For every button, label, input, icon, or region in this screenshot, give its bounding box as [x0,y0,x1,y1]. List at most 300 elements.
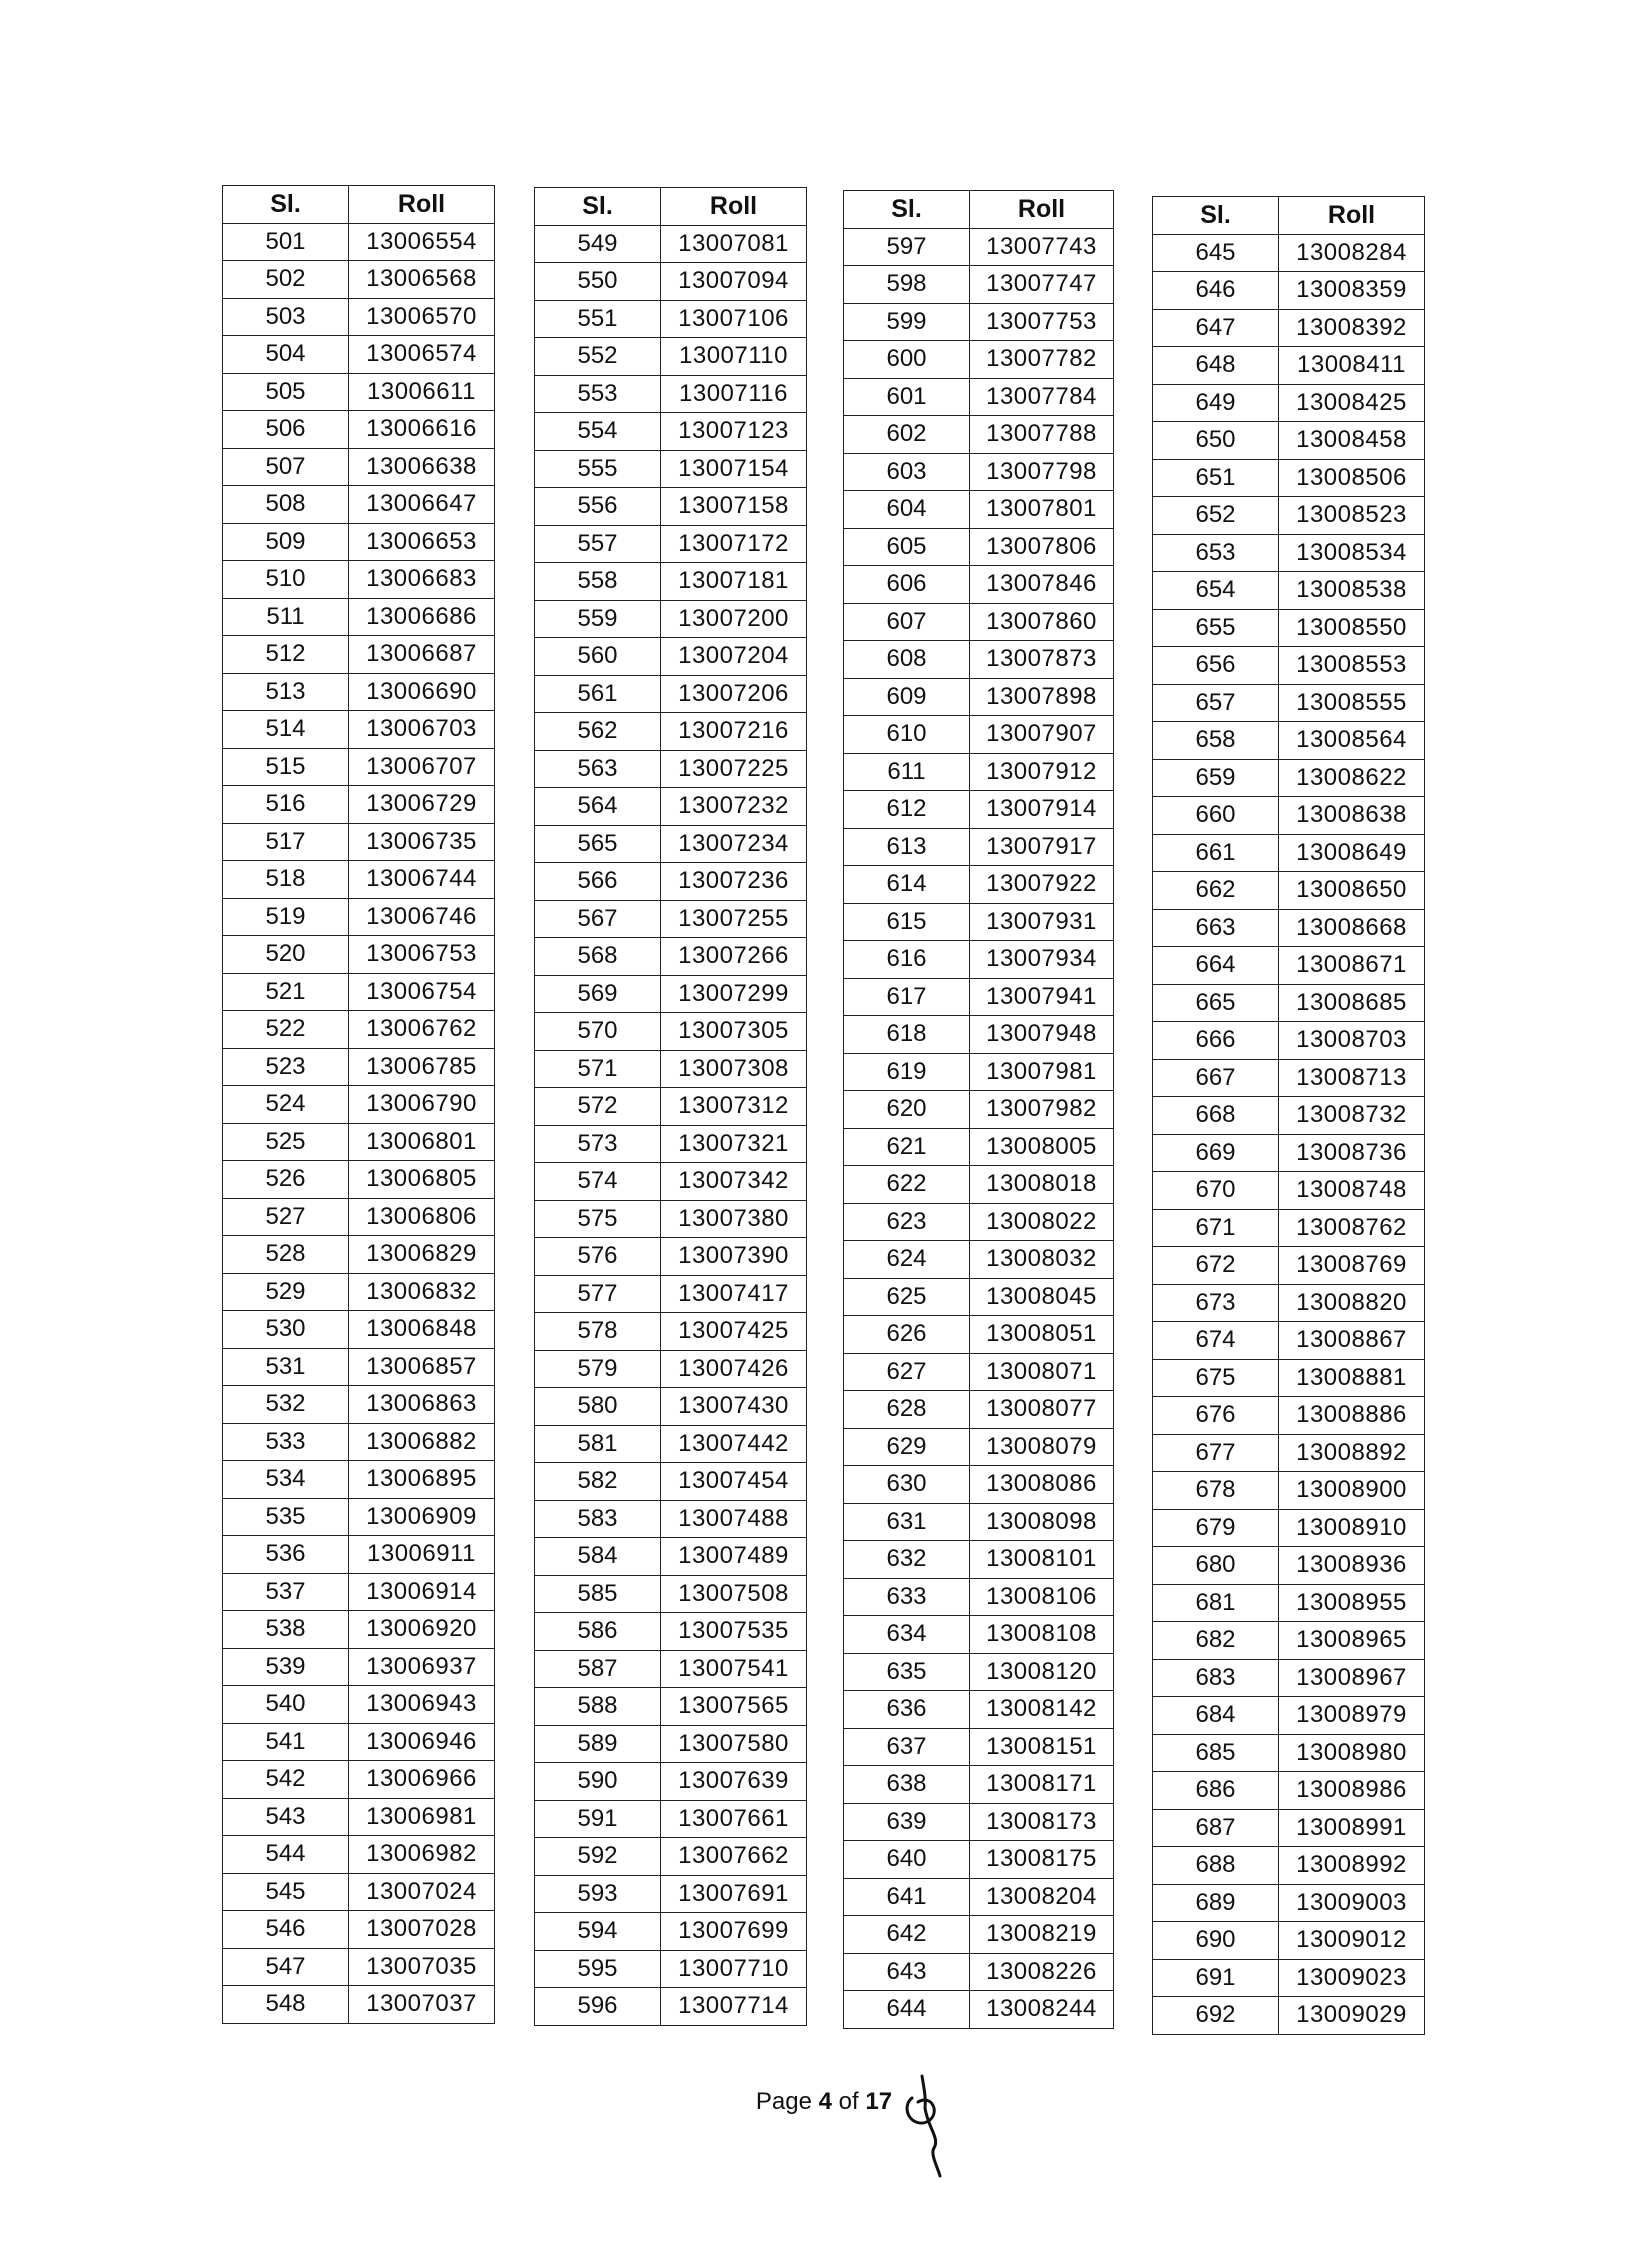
sl-cell: 640 [844,1841,970,1879]
sl-cell: 581 [535,1425,661,1463]
sl-cell: 690 [1153,1922,1279,1960]
table-row [844,1053,1114,1091]
table-row [535,413,807,451]
sl-cell: 543 [223,1798,349,1836]
sl-cell: 629 [844,1428,970,1466]
table-row [223,973,495,1011]
table-row [1153,759,1425,797]
table-row [223,1911,495,1949]
sl-cell: 618 [844,1016,970,1054]
sl-cell: 691 [1153,1959,1279,1997]
sl-cell: 686 [1153,1772,1279,1810]
roll-cell: 13008555 [1279,684,1425,722]
sl-cell: 565 [535,825,661,863]
roll-table-4 [1152,196,1425,2035]
table-row [1153,1172,1425,1210]
table-row [844,1353,1114,1391]
roll-cell: 13007661 [661,1800,807,1838]
table-row [223,1873,495,1911]
roll-cell: 13008032 [970,1241,1114,1279]
table-row [1153,1059,1425,1097]
table-row [1153,1022,1425,1060]
sl-cell: 684 [1153,1697,1279,1735]
table-row [223,486,495,524]
sl-cell: 657 [1153,684,1279,722]
header-roll: Roll [349,186,495,224]
table-row [1153,1284,1425,1322]
table-row [1153,422,1425,460]
roll-cell: 13007312 [661,1088,807,1126]
roll-cell: 13007255 [661,900,807,938]
roll-cell: 13007299 [661,975,807,1013]
sl-cell: 677 [1153,1434,1279,1472]
roll-cell: 13007225 [661,750,807,788]
table-row [535,1688,807,1726]
roll-cell: 13008638 [1279,797,1425,835]
table-row [1153,1247,1425,1285]
roll-cell: 13008151 [970,1728,1114,1766]
sl-cell: 605 [844,528,970,566]
roll-table-2 [534,187,807,2026]
roll-cell: 13008820 [1279,1284,1425,1322]
table-row [535,1125,807,1163]
sl-cell: 659 [1153,759,1279,797]
sl-cell: 519 [223,898,349,936]
roll-cell: 13007172 [661,525,807,563]
table-row [1153,947,1425,985]
roll-cell: 13007266 [661,938,807,976]
sl-cell: 658 [1153,722,1279,760]
table-row [535,900,807,938]
sl-cell: 588 [535,1688,661,1726]
sl-cell: 642 [844,1916,970,1954]
sl-cell: 511 [223,598,349,636]
roll-cell: 13007037 [349,1986,495,2024]
sl-cell: 685 [1153,1734,1279,1772]
table-row [535,1838,807,1876]
table-row [223,748,495,786]
sl-cell: 671 [1153,1209,1279,1247]
roll-cell: 13008219 [970,1916,1114,1954]
page-footer [0,2088,1648,2116]
sl-cell: 614 [844,866,970,904]
sl-cell: 681 [1153,1584,1279,1622]
table-row [535,1275,807,1313]
roll-cell: 13007912 [970,753,1114,791]
roll-cell: 13008284 [1279,234,1425,272]
sl-cell: 598 [844,266,970,304]
header-sl: Sl. [1153,197,1279,235]
roll-cell: 13008534 [1279,534,1425,572]
table-row [844,1728,1114,1766]
roll-cell: 13007907 [970,716,1114,754]
sl-cell: 579 [535,1350,661,1388]
sl-cell: 544 [223,1836,349,1874]
table-row [844,1878,1114,1916]
sl-cell: 651 [1153,459,1279,497]
sl-cell: 646 [1153,272,1279,310]
sl-cell: 560 [535,638,661,676]
roll-cell: 13008991 [1279,1809,1425,1847]
roll-cell: 13007801 [970,491,1114,529]
roll-cell: 13008051 [970,1316,1114,1354]
roll-cell: 13008101 [970,1541,1114,1579]
table-row [844,1953,1114,1991]
table-row [1153,1097,1425,1135]
table-row [223,598,495,636]
sl-cell: 597 [844,228,970,266]
roll-cell: 13006570 [349,298,495,336]
roll-cell: 13007782 [970,341,1114,379]
roll-cell: 13008910 [1279,1509,1425,1547]
roll-cell: 13008881 [1279,1359,1425,1397]
sl-cell: 586 [535,1613,661,1651]
roll-cell: 13008005 [970,1128,1114,1166]
sl-cell: 663 [1153,909,1279,947]
roll-cell: 13008992 [1279,1847,1425,1885]
roll-cell: 13006863 [349,1386,495,1424]
sl-cell: 655 [1153,609,1279,647]
sl-cell: 626 [844,1316,970,1354]
table-body [535,225,807,2025]
roll-cell: 13007158 [661,488,807,526]
sl-cell: 539 [223,1648,349,1686]
sl-cell: 513 [223,673,349,711]
sl-cell: 563 [535,750,661,788]
sl-cell: 628 [844,1391,970,1429]
table-row [1153,459,1425,497]
roll-cell: 13007454 [661,1463,807,1501]
sl-cell: 675 [1153,1359,1279,1397]
sl-cell: 633 [844,1578,970,1616]
sl-cell: 602 [844,416,970,454]
sl-cell: 522 [223,1011,349,1049]
table-row [535,675,807,713]
roll-cell: 13008458 [1279,422,1425,460]
roll-cell: 13007488 [661,1500,807,1538]
roll-cell: 13008762 [1279,1209,1425,1247]
sl-cell: 561 [535,675,661,713]
table-row [223,1686,495,1724]
roll-cell: 13007565 [661,1688,807,1726]
table-row [535,375,807,413]
sl-cell: 572 [535,1088,661,1126]
roll-cell: 13008892 [1279,1434,1425,1472]
roll-cell: 13006806 [349,1198,495,1236]
roll-cell: 13008900 [1279,1472,1425,1510]
table-row [223,898,495,936]
table-row [223,1386,495,1424]
table-row [223,1498,495,1536]
table-row [1153,984,1425,1022]
table-row [844,603,1114,641]
roll-cell: 13008359 [1279,272,1425,310]
roll-cell: 13006832 [349,1273,495,1311]
sl-cell: 613 [844,828,970,866]
sl-cell: 652 [1153,497,1279,535]
table-row [844,1428,1114,1466]
roll-cell: 13008671 [1279,947,1425,985]
sl-cell: 649 [1153,384,1279,422]
sl-cell: 612 [844,791,970,829]
sl-cell: 673 [1153,1284,1279,1322]
sl-cell: 623 [844,1203,970,1241]
roll-cell: 13007982 [970,1091,1114,1129]
roll-cell: 13008204 [970,1878,1114,1916]
table-row [535,1500,807,1538]
roll-cell: 13006914 [349,1573,495,1611]
table-row [1153,1322,1425,1360]
table-row [223,1798,495,1836]
roll-cell: 13006746 [349,898,495,936]
table-row [1153,1697,1425,1735]
roll-cell: 13008523 [1279,497,1425,535]
table-row [844,453,1114,491]
header-roll: Roll [1279,197,1425,235]
table-row [844,378,1114,416]
header-sl: Sl. [535,188,661,226]
sl-cell: 591 [535,1800,661,1838]
table-row [535,1950,807,1988]
roll-cell: 13007305 [661,1013,807,1051]
table-row [223,636,495,674]
table-row [1153,234,1425,272]
roll-cell: 13007535 [661,1613,807,1651]
sl-cell: 648 [1153,347,1279,385]
table-row [535,975,807,1013]
sl-cell: 611 [844,753,970,791]
sl-cell: 502 [223,261,349,299]
table-row [844,903,1114,941]
table-row [1153,1997,1425,2035]
sl-cell: 510 [223,561,349,599]
sl-cell: 568 [535,938,661,976]
roll-cell: 13007714 [661,1988,807,2026]
roll-cell: 13006647 [349,486,495,524]
sl-cell: 687 [1153,1809,1279,1847]
table-row [223,1273,495,1311]
sl-cell: 668 [1153,1097,1279,1135]
roll-cell: 13007430 [661,1388,807,1426]
sl-cell: 505 [223,373,349,411]
roll-cell: 13006753 [349,936,495,974]
header-roll: Roll [970,191,1114,229]
header-sl: Sl. [844,191,970,229]
table-row [223,1236,495,1274]
roll-cell: 13007204 [661,638,807,676]
roll-cell: 13007941 [970,978,1114,1016]
table-row [1153,384,1425,422]
table-row [1153,797,1425,835]
table-row [1153,1959,1425,1997]
sl-cell: 554 [535,413,661,451]
table-row [844,491,1114,529]
roll-cell: 13007425 [661,1313,807,1351]
table-row [844,1466,1114,1504]
table-row [223,411,495,449]
table-row [223,1311,495,1349]
roll-cell: 13008564 [1279,722,1425,760]
roll-cell: 13006895 [349,1461,495,1499]
sl-cell: 549 [535,225,661,263]
roll-cell: 13007948 [970,1016,1114,1054]
table-row [844,1091,1114,1129]
roll-cell: 13007216 [661,713,807,751]
table-row [535,1763,807,1801]
roll-cell: 13007898 [970,678,1114,716]
roll-cell: 13008244 [970,1991,1114,2029]
table-row [223,523,495,561]
roll-cell: 13006568 [349,261,495,299]
roll-cell: 13007321 [661,1125,807,1163]
table-row [1153,1472,1425,1510]
table-row [535,1350,807,1388]
table-row [535,1613,807,1651]
roll-cell: 13007380 [661,1200,807,1238]
roll-cell: 13008392 [1279,309,1425,347]
table-row [844,341,1114,379]
sl-cell: 525 [223,1123,349,1161]
table-row [535,1875,807,1913]
roll-cell: 13006754 [349,973,495,1011]
roll-cell: 13007784 [970,378,1114,416]
table-row [535,563,807,601]
table-row [223,673,495,711]
page-of: of [832,2088,866,2115]
roll-cell: 13006911 [349,1536,495,1574]
sl-cell: 523 [223,1048,349,1086]
table-row [535,263,807,301]
table-row [844,641,1114,679]
table-row [844,791,1114,829]
sl-cell: 617 [844,978,970,1016]
sl-cell: 529 [223,1273,349,1311]
roll-cell: 13006981 [349,1798,495,1836]
table-row [844,1541,1114,1579]
roll-cell: 13007806 [970,528,1114,566]
roll-cell: 13006687 [349,636,495,674]
table-row [223,561,495,599]
sl-cell: 603 [844,453,970,491]
table-row [535,488,807,526]
table-row [1153,572,1425,610]
table-row [223,1611,495,1649]
sl-cell: 609 [844,678,970,716]
sl-cell: 650 [1153,422,1279,460]
sl-cell: 639 [844,1803,970,1841]
roll-cell: 13008713 [1279,1059,1425,1097]
roll-cell: 13008979 [1279,1697,1425,1735]
roll-cell: 13008886 [1279,1397,1425,1435]
sl-cell: 647 [1153,309,1279,347]
sl-cell: 507 [223,448,349,486]
roll-cell: 13006966 [349,1761,495,1799]
table-body [844,228,1114,2028]
roll-cell: 13007747 [970,266,1114,304]
roll-cell: 13007873 [970,641,1114,679]
table-row [535,1050,807,1088]
sl-cell: 678 [1153,1472,1279,1510]
sl-cell: 533 [223,1423,349,1461]
table-row [223,1011,495,1049]
sl-cell: 674 [1153,1322,1279,1360]
roll-cell: 13008106 [970,1578,1114,1616]
roll-cell: 13006937 [349,1648,495,1686]
roll-cell: 13008986 [1279,1772,1425,1810]
roll-cell: 13008748 [1279,1172,1425,1210]
table-row [1153,1547,1425,1585]
sl-cell: 534 [223,1461,349,1499]
sl-cell: 578 [535,1313,661,1351]
table-row [223,861,495,899]
sl-cell: 530 [223,1311,349,1349]
sl-cell: 552 [535,338,661,376]
table-row [223,1348,495,1386]
table-row [1153,1622,1425,1660]
sl-cell: 506 [223,411,349,449]
sl-cell: 571 [535,1050,661,1088]
sl-cell: 564 [535,788,661,826]
sl-cell: 509 [223,523,349,561]
sl-cell: 558 [535,563,661,601]
table-row [535,825,807,863]
roll-cell: 13006729 [349,786,495,824]
table-row [1153,1847,1425,1885]
roll-cell: 13007200 [661,600,807,638]
sl-cell: 637 [844,1728,970,1766]
roll-cell: 13007860 [970,603,1114,641]
sl-cell: 672 [1153,1247,1279,1285]
table-row [223,936,495,974]
sl-cell: 644 [844,1991,970,2029]
roll-cell: 13006829 [349,1236,495,1274]
table-row [535,300,807,338]
table-row [844,266,1114,304]
table-row [1153,1397,1425,1435]
sl-cell: 512 [223,636,349,674]
roll-cell: 13007417 [661,1275,807,1313]
table-row [535,1800,807,1838]
roll-cell: 13007308 [661,1050,807,1088]
sl-cell: 622 [844,1166,970,1204]
table-body [223,223,495,2023]
table-row [223,1648,495,1686]
roll-cell: 13007426 [661,1350,807,1388]
table-row [844,678,1114,716]
roll-cell: 13008171 [970,1766,1114,1804]
roll-cell: 13008550 [1279,609,1425,647]
table-row [1153,1134,1425,1172]
sl-cell: 517 [223,823,349,861]
sl-cell: 665 [1153,984,1279,1022]
table-row [223,1048,495,1086]
sl-cell: 537 [223,1573,349,1611]
table-row [844,1128,1114,1166]
sl-cell: 616 [844,941,970,979]
sl-cell: 600 [844,341,970,379]
sl-cell: 669 [1153,1134,1279,1172]
sl-cell: 589 [535,1725,661,1763]
roll-cell: 13007914 [970,791,1114,829]
roll-cell: 13007081 [661,225,807,263]
roll-cell: 13007580 [661,1725,807,1763]
sl-cell: 662 [1153,872,1279,910]
sl-cell: 548 [223,1986,349,2024]
table-row [844,1578,1114,1616]
table-row [844,228,1114,266]
table-row [1153,684,1425,722]
sl-cell: 641 [844,1878,970,1916]
